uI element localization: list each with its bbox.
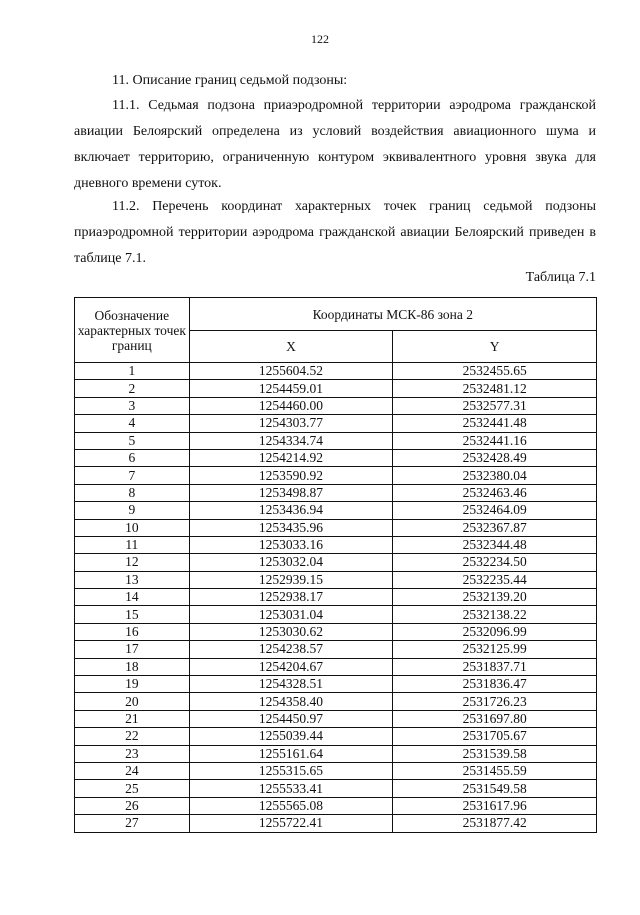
cell-y: 2532344.48 (393, 536, 597, 553)
table-row (75, 606, 597, 623)
cell-x: 1252938.17 (189, 589, 393, 606)
cell-x: 1253590.92 (189, 467, 393, 484)
cell-x: 1255533.41 (189, 780, 393, 797)
cell-y: 2532234.50 (393, 554, 597, 571)
cell-y: 2532463.46 (393, 484, 597, 501)
cell-x: 1255565.08 (189, 797, 393, 814)
page-number: 122 (311, 32, 329, 46)
cell-x: 1255161.64 (189, 745, 393, 762)
cell-y: 2532380.04 (393, 467, 597, 484)
cell-x: 1253033.16 (189, 536, 393, 553)
cell-id: 7 (75, 467, 190, 484)
table-row (75, 676, 597, 693)
table-row (75, 397, 597, 414)
cell-y: 2532125.99 (393, 641, 597, 658)
paragraph-11-2: 11.2. Перечень координат характерных точек границ седьмой подзоны приаэродромной территории аэродрома гражданской авиации Белоярский приведен в таблице 7.1. (74, 199, 596, 266)
cell-y: 2531455.59 (393, 762, 597, 779)
cell-x: 1253435.96 (189, 519, 393, 536)
table-row (75, 467, 597, 484)
cell-id: 5 (75, 432, 190, 449)
cell-x: 1254328.51 (189, 676, 393, 693)
cell-y: 2531549.58 (393, 780, 597, 797)
header-point-id: Обозначение характерных точек границ (75, 298, 190, 363)
cell-id: 2 (75, 380, 190, 397)
cell-y: 2531697.80 (393, 710, 597, 727)
cell-y: 2531539.58 (393, 745, 597, 762)
cell-y: 2532367.87 (393, 519, 597, 536)
table-row (75, 363, 597, 380)
table-row (75, 641, 597, 658)
cell-y: 2532441.48 (393, 415, 597, 432)
cell-id: 20 (75, 693, 190, 710)
cell-y: 2532577.31 (393, 397, 597, 414)
cell-id: 12 (75, 554, 190, 571)
cell-id: 25 (75, 780, 190, 797)
cell-id: 16 (75, 623, 190, 640)
table-row (75, 710, 597, 727)
table-row (75, 502, 597, 519)
cell-x: 1254334.74 (189, 432, 393, 449)
cell-y: 2531726.23 (393, 693, 597, 710)
table-row (75, 432, 597, 449)
cell-y: 2532455.65 (393, 363, 597, 380)
cell-y: 2532428.49 (393, 449, 597, 466)
cell-y: 2532139.20 (393, 589, 597, 606)
cell-id: 8 (75, 484, 190, 501)
table-row (75, 693, 597, 710)
cell-id: 19 (75, 676, 190, 693)
table-row (75, 797, 597, 814)
table-row (75, 762, 597, 779)
table-row (75, 554, 597, 571)
cell-id: 1 (75, 363, 190, 380)
cell-y: 2531617.96 (393, 797, 597, 814)
cell-y: 2531836.47 (393, 676, 597, 693)
table-row (75, 484, 597, 501)
table-row (75, 780, 597, 797)
table-body (75, 363, 597, 833)
table-row (75, 745, 597, 762)
cell-id: 22 (75, 728, 190, 745)
cell-x: 1255722.41 (189, 815, 393, 832)
header-y: Y (393, 331, 597, 363)
cell-x: 1255604.52 (189, 363, 393, 380)
cell-x: 1253498.87 (189, 484, 393, 501)
cell-x: 1254214.92 (189, 449, 393, 466)
cell-id: 9 (75, 502, 190, 519)
coordinates-table (74, 297, 597, 833)
header-x: X (189, 331, 393, 363)
cell-id: 13 (75, 571, 190, 588)
cell-x: 1254459.01 (189, 380, 393, 397)
table-row (75, 571, 597, 588)
cell-x: 1255039.44 (189, 728, 393, 745)
cell-id: 6 (75, 449, 190, 466)
table-row (75, 623, 597, 640)
table-row (75, 815, 597, 832)
table-row (75, 415, 597, 432)
cell-id: 27 (75, 815, 190, 832)
cell-y: 2532096.99 (393, 623, 597, 640)
cell-y: 2532464.09 (393, 502, 597, 519)
header-coordinates: Координаты МСК-86 зона 2 (189, 298, 596, 331)
cell-x: 1253436.94 (189, 502, 393, 519)
table-row (75, 728, 597, 745)
table-row (75, 380, 597, 397)
table-row (75, 658, 597, 675)
cell-x: 1254460.00 (189, 397, 393, 414)
cell-id: 26 (75, 797, 190, 814)
table-row (75, 449, 597, 466)
cell-y: 2532481.12 (393, 380, 597, 397)
cell-x: 1254238.57 (189, 641, 393, 658)
cell-id: 24 (75, 762, 190, 779)
cell-x: 1252939.15 (189, 571, 393, 588)
section-heading: 11. Описание границ седьмой подзоны: (112, 73, 348, 88)
cell-id: 10 (75, 519, 190, 536)
cell-x: 1254358.40 (189, 693, 393, 710)
cell-id: 18 (75, 658, 190, 675)
table-row (75, 536, 597, 553)
cell-y: 2531837.71 (393, 658, 597, 675)
cell-y: 2532441.16 (393, 432, 597, 449)
cell-y: 2532235.44 (393, 571, 597, 588)
cell-id: 17 (75, 641, 190, 658)
cell-x: 1255315.65 (189, 762, 393, 779)
cell-id: 21 (75, 710, 190, 727)
cell-x: 1254303.77 (189, 415, 393, 432)
table-caption: Таблица 7.1 (525, 270, 596, 285)
cell-y: 2531705.67 (393, 728, 597, 745)
cell-id: 14 (75, 589, 190, 606)
paragraph-11-1: 11.1. Седьмая подзона приаэродромной территории аэродрома гражданской авиации Белоярский определена из условий воздействия авиационного шума и включает территорию, ограниченную контуром эквивалентного уровня звука для дневного времени суток. (74, 98, 596, 191)
table-row (75, 589, 597, 606)
cell-x: 1253032.04 (189, 554, 393, 571)
cell-id: 4 (75, 415, 190, 432)
cell-x: 1254450.97 (189, 710, 393, 727)
cell-x: 1253031.04 (189, 606, 393, 623)
table-row (75, 519, 597, 536)
cell-id: 11 (75, 536, 190, 553)
cell-id: 15 (75, 606, 190, 623)
cell-x: 1253030.62 (189, 623, 393, 640)
cell-y: 2532138.22 (393, 606, 597, 623)
cell-x: 1254204.67 (189, 658, 393, 675)
cell-y: 2531877.42 (393, 815, 597, 832)
cell-id: 23 (75, 745, 190, 762)
cell-id: 3 (75, 397, 190, 414)
